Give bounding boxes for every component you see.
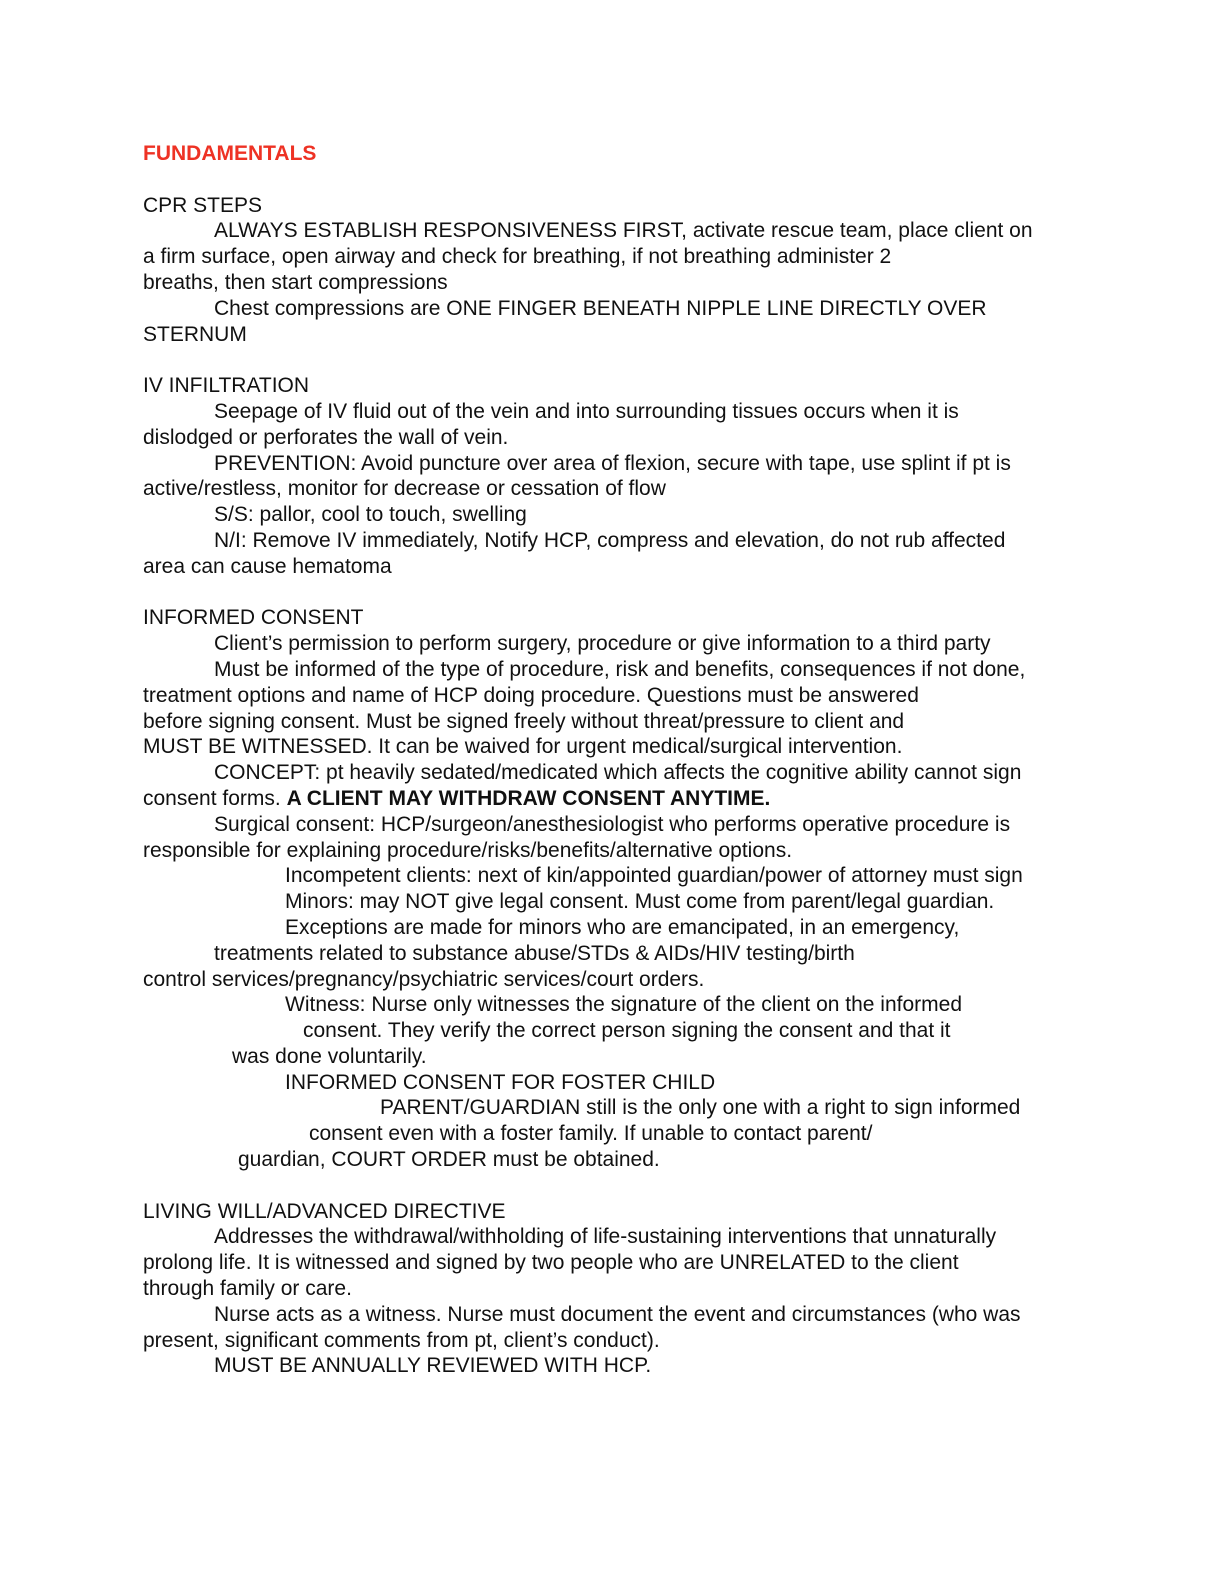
paragraph-line: consent even with a foster family. If unable to contact parent/ xyxy=(309,1122,873,1146)
paragraph-line: Exceptions are made for minors who are emancipated, in an emergency, xyxy=(285,915,960,939)
section-heading: INFORMED CONSENT xyxy=(143,606,364,630)
paragraph-line: Must be informed of the type of procedure, risk and benefits, consequences if not done, xyxy=(214,657,1026,681)
text-run: consent forms. xyxy=(143,786,287,810)
paragraph-line: treatments related to substance abuse/STDs & AIDs/HIV testing/birth xyxy=(214,941,855,965)
paragraph-line: STERNUM xyxy=(143,322,247,346)
paragraph-line: Surgical consent: HCP/surgeon/anesthesiologist who performs operative procedure is xyxy=(214,812,1011,836)
spacer xyxy=(143,580,1083,606)
paragraph-line: before signing consent. Must be signed freely without threat/pressure to client and xyxy=(143,709,905,733)
paragraph-line: a firm surface, open airway and check for breathing, if not breathing administer 2 xyxy=(143,245,892,269)
paragraph-line: active/restless, monitor for decrease or cessation of flow xyxy=(143,477,666,501)
paragraph-line: prolong life. It is witnessed and signed by two people who are UNRELATED to the client xyxy=(143,1251,959,1275)
paragraph-line: CONCEPT: pt heavily sedated/medicated which affects the cognitive ability cannot sign xyxy=(214,761,1022,785)
paragraph-line: was done voluntarily. xyxy=(232,1044,427,1068)
paragraph-line: Addresses the withdrawal/withholding of life-sustaining interventions that unnaturally xyxy=(214,1225,997,1249)
paragraph-line: Nurse acts as a witness. Nurse must document the event and circumstances (who was xyxy=(214,1302,1021,1326)
section-heading: LIVING WILL/ADVANCED DIRECTIVE xyxy=(143,1199,506,1223)
paragraph-line: Client’s permission to perform surgery, procedure or give information to a third party xyxy=(214,632,991,656)
paragraph-line: Minors: may NOT give legal consent. Must come from parent/legal guardian. xyxy=(285,890,995,914)
paragraph-line: responsible for explaining procedure/risks/benefits/alternative options. xyxy=(143,838,793,862)
spacer xyxy=(143,347,1083,373)
paragraph-line: INFORMED CONSENT FOR FOSTER CHILD xyxy=(285,1070,716,1094)
paragraph-line: present, significant comments from pt, client’s conduct). xyxy=(143,1328,660,1352)
paragraph-line: Seepage of IV fluid out of the vein and into surrounding tissues occurs when it is xyxy=(214,399,959,423)
paragraph-line: area can cause hematoma xyxy=(143,554,392,578)
paragraph-line: through family or care. xyxy=(143,1277,352,1301)
paragraph-line: PREVENTION: Avoid puncture over area of flexion, secure with tape, use splint if pt is xyxy=(214,451,1011,475)
spacer xyxy=(143,1173,1083,1199)
bold-emphasis: A CLIENT MAY WITHDRAW CONSENT ANYTIME. xyxy=(286,786,771,810)
section-informed-consent xyxy=(143,605,1083,1173)
paragraph-line: dislodged or perforates the wall of vein. xyxy=(143,425,509,449)
paragraph-line: control services/pregnancy/psychiatric services/court orders. xyxy=(143,967,705,991)
paragraph-line: PARENT/GUARDIAN still is the only one with a right to sign informed xyxy=(380,1096,1021,1120)
document-title: FUNDAMENTALS xyxy=(143,142,317,165)
paragraph-line: Chest compressions are ONE FINGER BENEATH NIPPLE LINE DIRECTLY OVER xyxy=(214,296,987,320)
section-heading: CPR STEPS xyxy=(143,193,263,217)
paragraph-line: Witness: Nurse only witnesses the signature of the client on the informed xyxy=(285,993,963,1017)
paragraph-line: guardian, COURT ORDER must be obtained. xyxy=(238,1148,660,1172)
paragraph-line: Incompetent clients: next of kin/appointed guardian/power of attorney must sign xyxy=(285,864,1023,888)
paragraph-line: ALWAYS ESTABLISH RESPONSIVENESS FIRST, activate rescue team, place client on xyxy=(214,219,1033,243)
paragraph-line: MUST BE ANNUALLY REVIEWED WITH HCP. xyxy=(214,1354,652,1378)
paragraph-line: N/I: Remove IV immediately, Notify HCP, compress and elevation, do not rub affected xyxy=(214,528,1006,552)
spacer xyxy=(143,167,1083,193)
section-living-will xyxy=(143,1199,1083,1380)
paragraph-line: MUST BE WITNESSED. It can be waived for urgent medical/surgical intervention. xyxy=(143,735,903,759)
paragraph-line: S/S: pallor, cool to touch, swelling xyxy=(214,503,527,527)
paragraph-line xyxy=(143,786,1083,812)
section-heading: IV INFILTRATION xyxy=(143,374,310,398)
section-cpr-steps xyxy=(143,193,1083,348)
paragraph-line: breaths, then start compressions xyxy=(143,270,448,294)
paragraph-line: consent. They verify the correct person signing the consent and that it xyxy=(303,1019,951,1043)
document-page xyxy=(143,141,1083,1379)
section-iv-infiltration xyxy=(143,373,1083,579)
paragraph-line: treatment options and name of HCP doing procedure. Questions must be answered xyxy=(143,683,919,707)
